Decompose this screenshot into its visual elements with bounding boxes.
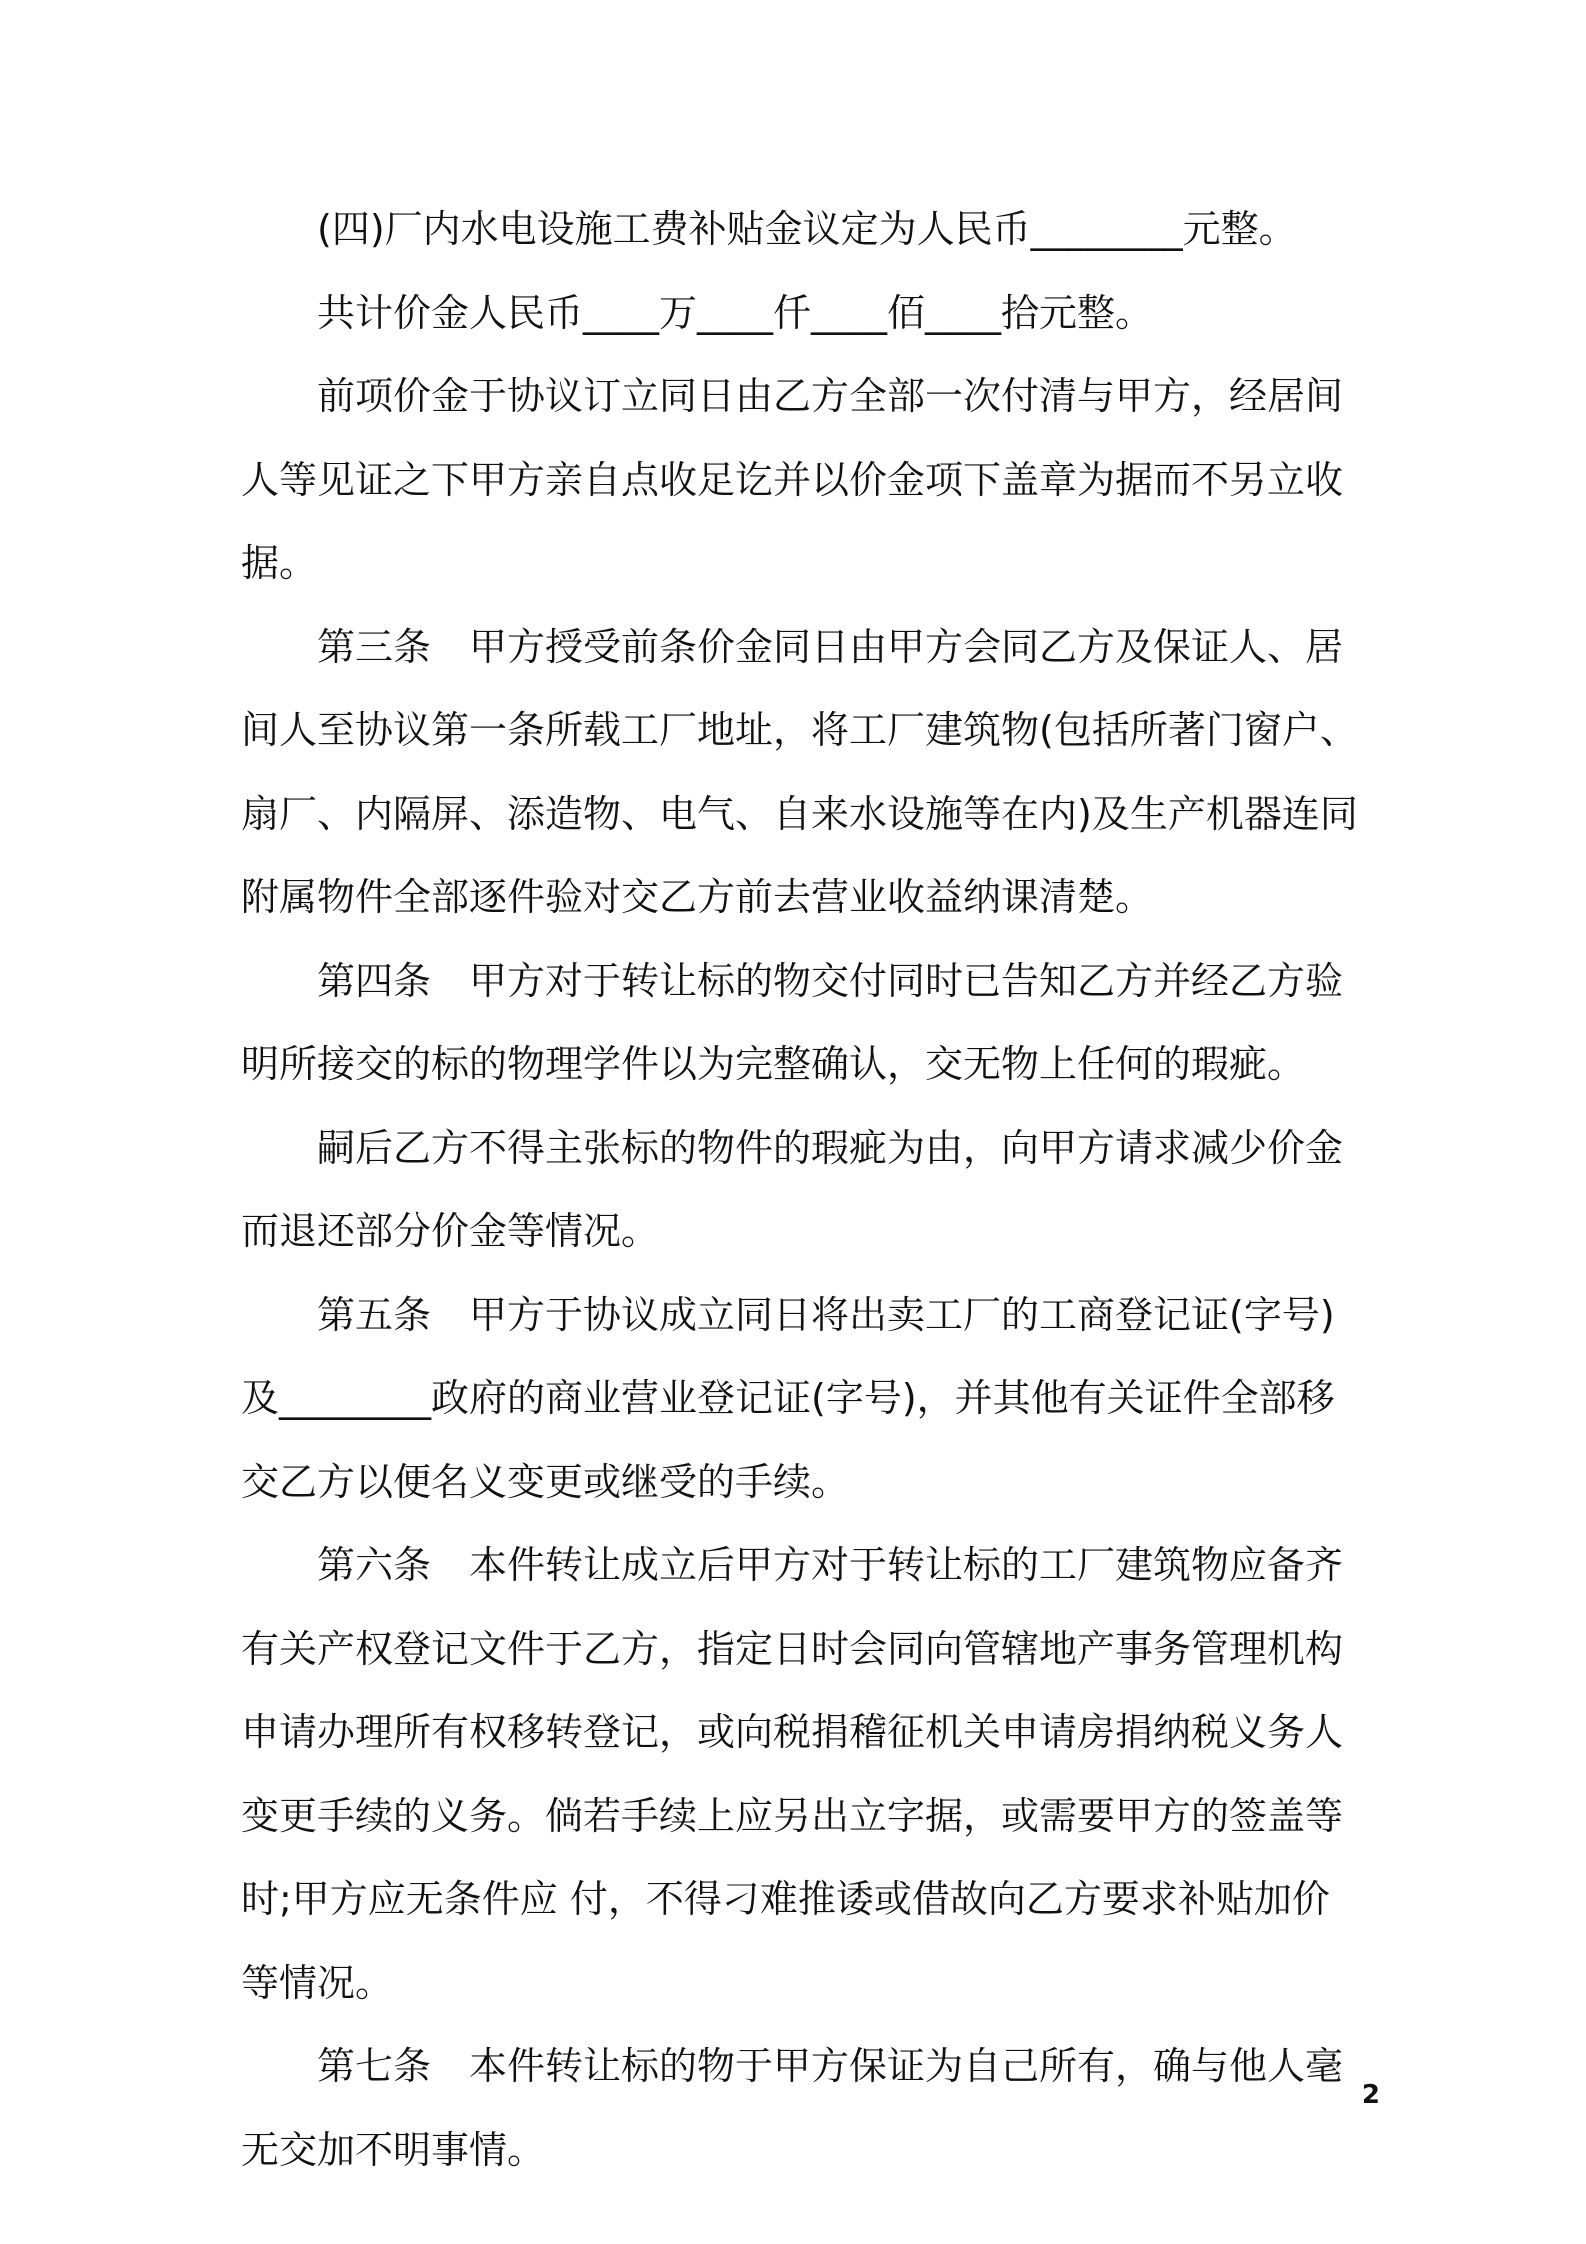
paragraph-article-7: 第七条 本件转让标的物于甲方保证为自己所有，确与他人毫无交加不明事情。 xyxy=(241,2044,1344,2172)
paragraph-payment-terms: 前项价金于协议订立同日由乙方全部一次付清与甲方，经居间人等见证之下甲方亲自点收足讫并以价金项下盖章为据而不另立收据。 xyxy=(241,374,1344,585)
paragraph-total-price: 共计价金人民币____万____仟____佰____拾元整。 xyxy=(317,290,1154,335)
paragraph-water-electric-subsidy: (四)厂内水电设施工费补贴金议定为人民币________元整。 xyxy=(317,207,1297,251)
page-number: 2 xyxy=(1361,2080,1380,2110)
paragraph-article-3: 第三条 甲方授受前条价金同日由甲方会同乙方及保证人、居间人至协议第一条所载工厂地址，将工厂建筑物(包括所著门窗户、扇厂、内隔屏、添造物、电气、自来水设施等在内)及生产机器连同附属物件全部逐件验对交乙方前去营业收益纳课清楚。 xyxy=(241,624,1358,919)
paragraph-article-6: 第六条 本件转让成立后甲方对于转让标的工厂建筑物应备齐有关产权登记文件于乙方，指定日时会同向管辖地产事务管理机构申请办理所有权移转登记，或向税捐稽征机关申请房捐纳税义务人变更手续的义务。倘若手续上应另出立字据，或需要甲方的签盖等时;甲方应无条件应 付，不得刁难推诿或借故向乙方要求补贴加价等情况。 xyxy=(241,1543,1344,2005)
document-body xyxy=(241,188,1361,2192)
paragraph-article-5: 第五条 甲方于协议成立同日将出卖工厂的工商登记证(字号)及________政府的商业营业登记证(字号)，并其他有关证件全部移交乙方以便名义变更或继受的手续。 xyxy=(241,1292,1335,1504)
paragraph-article-4: 第四条 甲方对于转让标的物交付同时已告知乙方并经乙方验明所接交的标的物理学件以为完整确认，交无物上任何的瑕疵。 xyxy=(241,958,1344,1086)
paragraph-article-4-continued: 嗣后乙方不得主张标的物件的瑕疵为由，向甲方请求减少价金而退还部分价金等情况。 xyxy=(241,1125,1344,1253)
